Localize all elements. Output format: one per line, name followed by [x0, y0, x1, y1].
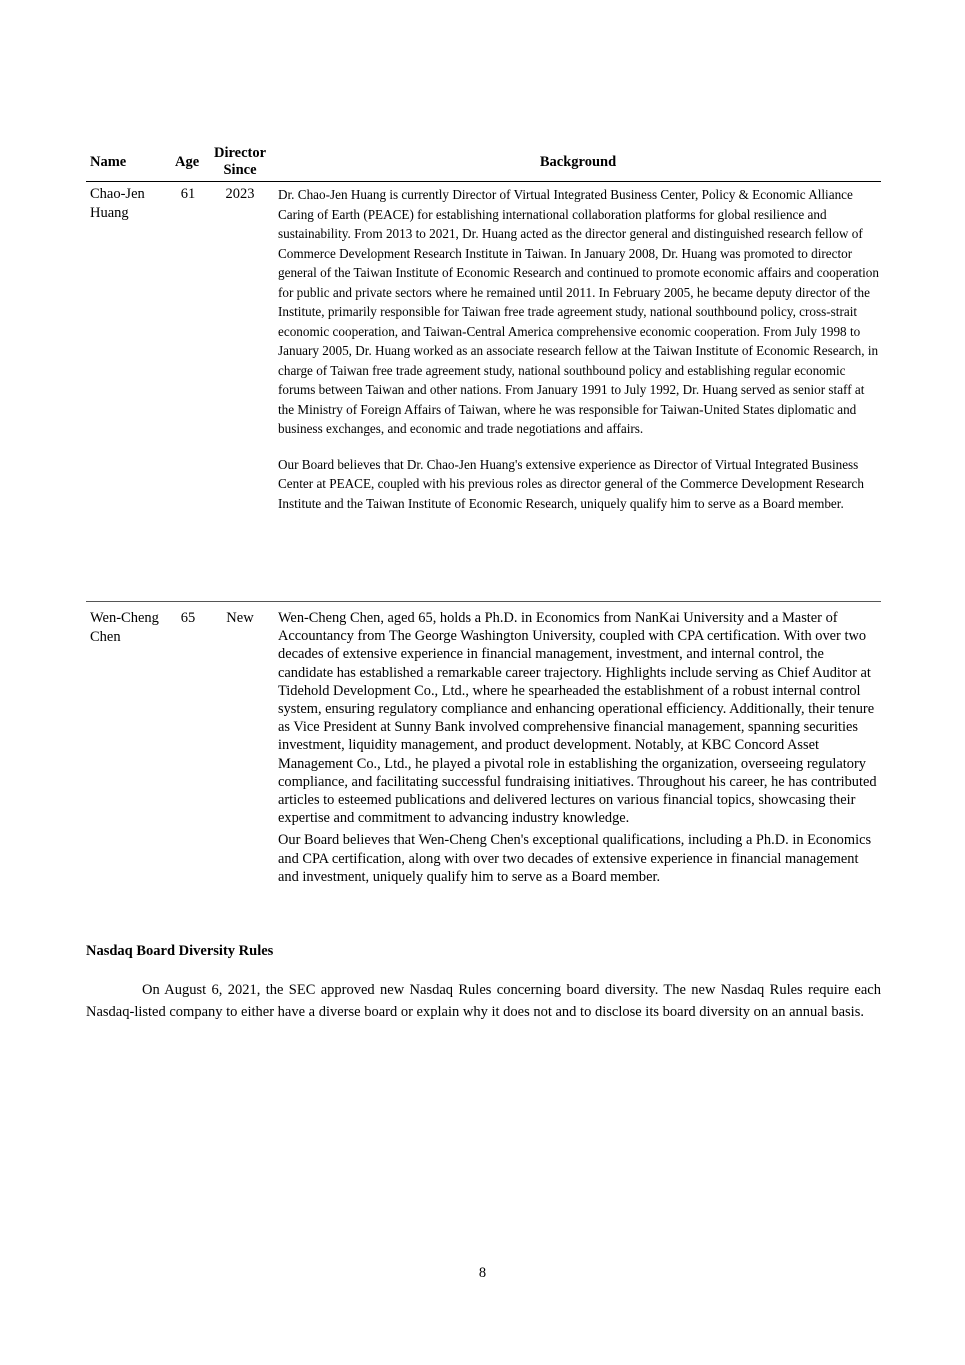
director-since: New [226, 610, 254, 626]
background-paragraph: Our Board believes that Wen-Cheng Chen's exceptional qualifications, including a Ph.D. in Economics and CPA certification, along with over two decades of extensive experience in financial management and investment, uniquely qualify him to serve as a Board member. [278, 832, 872, 885]
background-paragraph: Our Board believes that Dr. Chao-Jen Huang's extensive experience as Director of Virtual Integrated Business Center at PEACE, coupled with his previous roles as director general of the Commerce Development Research Institute and the Taiwan Institute of Economic Research, uniquely qualify him to serve as a Board member. [278, 456, 864, 511]
director-age: 61 [180, 186, 196, 202]
header-director-since [210, 145, 270, 179]
header-director-since-line1: Director [213, 145, 267, 161]
director-since: 2023 [225, 186, 255, 202]
director-name: Wen-Cheng Chen [90, 610, 159, 645]
director-background [278, 185, 881, 513]
page-number: 8 [478, 1265, 487, 1281]
section-paragraph: On August 6, 2021, the SEC approved new Nasdaq Rules concerning board diversity. The new Nasdaq Rules require each Nasdaq-listed company to either have a diverse board or explain why it does not and to disclose its board diversity on an annual basis. [86, 982, 881, 1020]
director-background [278, 609, 881, 886]
background-paragraph: Dr. Chao-Jen Huang is currently Director of Virtual Integrated Business Center, Policy & Economic Alliance Caring of Earth (PEACE) for establishing international collaboration platforms for global resilience and sustainability. From 2013 to 2021, Dr. Huang acted as the director general and distinguished research fellow of Commerce Development Research Institute in Taiwan. In January 2008, Dr. Huang was promoted to director general of the Taiwan Institute of Economic Research and continued to promote economic affairs and cooperation for public and private sectors where he remained until 2011. In February 2005, he became deputy director of the Institute, primarily responsible for Taiwan free trade agreement study, national southbound policy, cross-strait economic cooperation, and Taiwan-Central America comprehensive economic cooperation. From July 1998 to January 2005, Dr. Huang worked as an associate research fellow at the Taiwan Institute of Economic Research, in charge of Taiwan free trade agreement study, national southbound policy and establishing regular economic forums between Taiwan and other nations. From January 1991 to July 1992, Dr. Huang served as senior staff at the Ministry of Foreign Affairs of Taiwan, where he was responsible for Taiwan-United States diplomatic and business exchanges, and economic and trade negotiations and affairs. [278, 187, 879, 436]
director-name: Chao-Jen Huang [90, 186, 145, 221]
director-age: 65 [180, 610, 196, 626]
background-paragraph: Wen-Cheng Chen, aged 65, holds a Ph.D. in Economics from NanKai University and a Master of Accountancy from The George Washington University, coupled with CPA certification. With over two decades of extensive experience in financial management, investment, and internal control, the candidate has established a remarkable career trajectory. Highlights include serving as Chief Auditor at Tidehold Development Co., Ltd., where he spearheaded the establishment of a robust internal control system, ensuring regulatory compliance and enhancing operational efficiency. Additionally, their tenure as Vice President at Sunny Bank involved comprehensive financial management, spanning securities investment, liquidity management, and product development. Notably, at KBC Concord Asset Management Co., Ltd., he played a pivotal role in establishing the organization, overseeing regulatory compliance, and facilitating successful fundraising initiatives. Throughout his career, he has contributed articles to esteemed publications and delivered lectures on various financial topics, showcasing their expertise and commitment to advancing industry knowledge. [278, 610, 877, 827]
table-header [86, 145, 881, 182]
table-row [86, 601, 881, 885]
header-director-since-line2: Since [223, 162, 257, 178]
header-age: Age [175, 154, 200, 170]
header-background: Background [539, 154, 617, 170]
section-title: Nasdaq Board Diversity Rules [86, 943, 274, 959]
header-name: Name [90, 154, 127, 170]
